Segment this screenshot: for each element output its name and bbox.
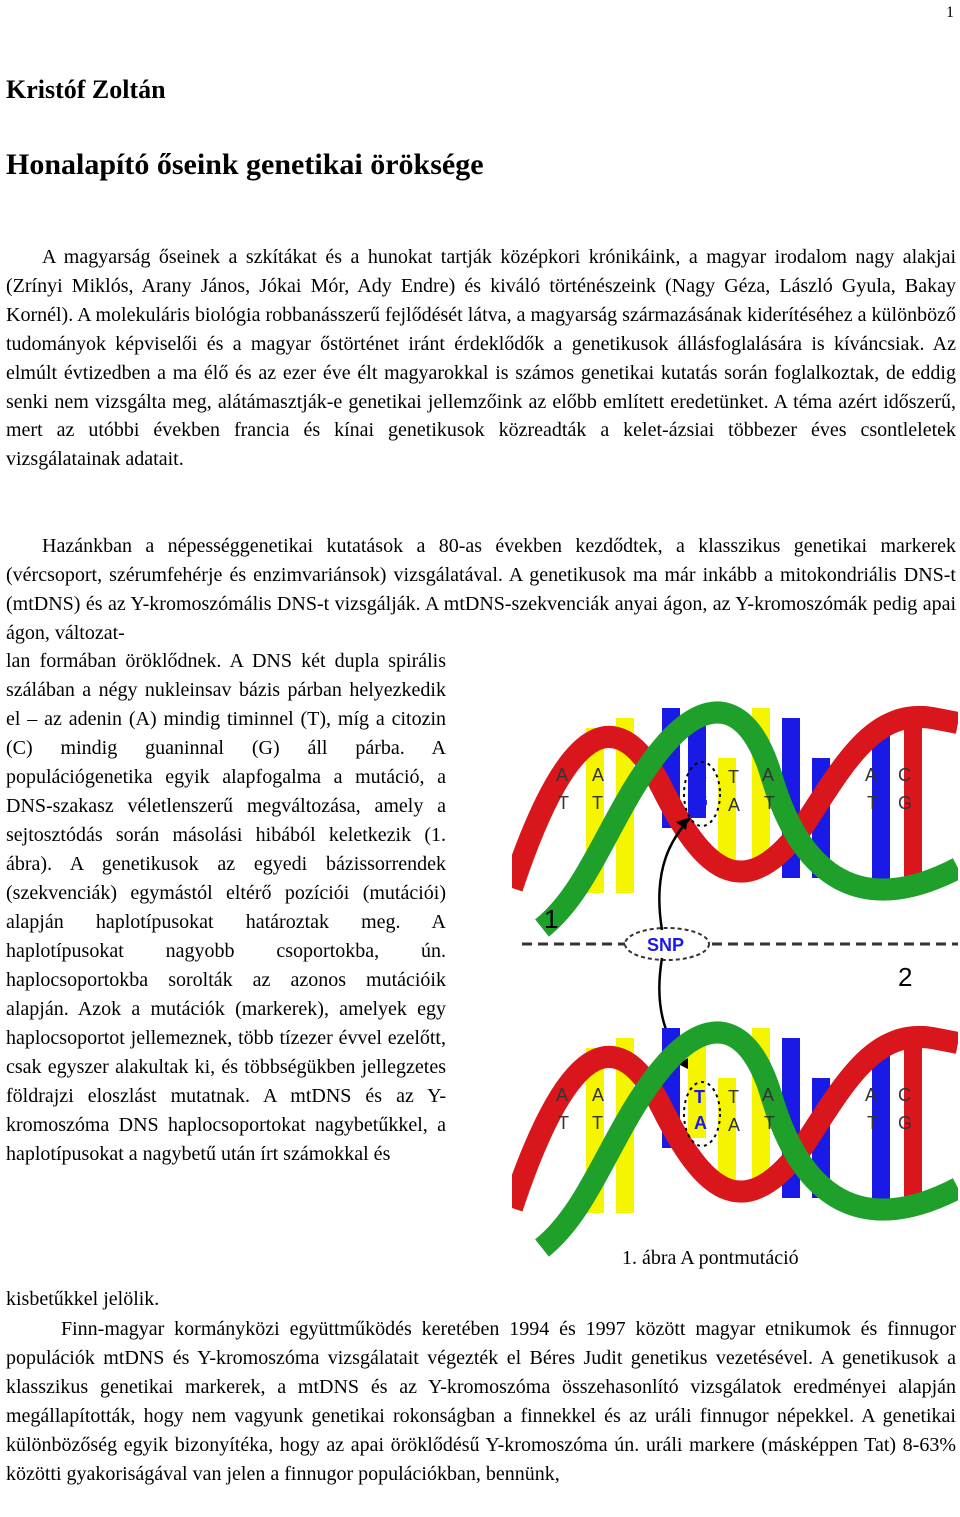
base-letter: A <box>728 1115 741 1135</box>
base-letter: G <box>694 791 709 811</box>
paragraph-2 <box>6 532 956 648</box>
helix-1-label: 1 <box>544 904 559 934</box>
base-letter: A <box>865 1085 878 1105</box>
base-letter: A <box>556 1085 569 1105</box>
base-letter: T <box>558 793 569 813</box>
paragraph-2-wrapped <box>6 647 446 1169</box>
paragraph-3 <box>6 1315 956 1488</box>
base-letter: G <box>898 793 913 813</box>
article-title: Honalapító őseink genetikai öröksége <box>6 148 484 181</box>
base-letter: T <box>592 793 603 813</box>
helix-2-label: 2 <box>898 962 913 992</box>
base-letter: A <box>556 765 569 785</box>
base-letter: A <box>762 765 775 785</box>
base-letter: T <box>867 1113 878 1133</box>
top-helix <box>512 708 958 928</box>
base-letter: T <box>764 793 775 813</box>
base-letter: A <box>592 1085 605 1105</box>
snp-label: SNP <box>647 935 685 955</box>
dna-helix-illustration <box>512 688 958 1288</box>
paragraph-1 <box>6 243 956 474</box>
base-letter: G <box>898 1113 913 1133</box>
figure-caption: 1. ábra A pontmutáció <box>622 1247 799 1269</box>
dna-figure <box>512 688 958 1288</box>
base-letter: A <box>592 765 605 785</box>
bottom-helix <box>512 1028 958 1248</box>
base-letter: T <box>558 1113 569 1133</box>
base-letter: T <box>764 1113 775 1133</box>
base-letter: A <box>728 795 741 815</box>
base-letter: T <box>694 1087 705 1107</box>
base-letter: C <box>694 765 707 785</box>
base-letter: A <box>762 1085 775 1105</box>
paragraph-2-wrapped-text: lan formában öröklődnek. A DNS két dupla spirális szálában a négy nukleinsav bázis párban helyezkedik el – az adenin (A) mindig timinnel (T), míg a citozin (C) mindig guaninnal (G) áll párba. A populációgenetika egyik alapfogalma a mutáció, a DNS-szakasz véletlenszerű megváltozása, amely a sejtosztódás során másolási hibából keletkezik (1. ábra). A genetikusok az egyedi bázissorrendek (szekvenciák) egymástól eltérő pozíciói (mutációi) alapján haplotípusokat határoztak meg. A haplotípusokat nagyobb csoportokba, ún. haplocsoportokba sorolták az azonos mutációik alapján. Azok a mutációk (markerek), amelyek egy haplocsoportot jellemeznek, több tízezer évvel ezelőtt, csak egyszer alakultak ki, és többségükben jellegzetes földrajzi eloszlást mutatnak. A mtDNS és az Y-kromoszóma DNS haplocsoportokat nagybetűkkel, a haplotípusokat a nagybetű után írt számokkal és <box>6 650 446 1165</box>
base-letter: T <box>728 767 739 787</box>
base-letter: A <box>694 1113 707 1133</box>
base-letter: C <box>898 765 911 785</box>
author-name: Kristóf Zoltán <box>6 75 166 104</box>
base-letter: T <box>867 793 878 813</box>
base-letter: C <box>898 1085 911 1105</box>
paragraph-2-text: Hazánkban a népességgenetikai kutatások a 80-as években kezdődtek, a klasszikus genetikai markerek (vércsoport, szérumfehérje és enzimvariánsok) vizsgálatával. A genetikusok ma már inkább a mitokondriális DNS-t (mtDNS) és az Y-kromoszómális DNS-t vizsgálják. A mtDNS-szekvenciák anyai ágon, az Y-kromoszómák pedig apai ágon, változat- <box>6 535 956 644</box>
base-letter: T <box>728 1087 739 1107</box>
paragraph-1-text: A magyarság őseinek a szkítákat és a hunokat tartják középkori krónikáink, a magyar irodalom nagy alakjai (Zrínyi Miklós, Arany János, Jókai Mór, Ady Endre) és kiváló történészeink (Nagy Géza, László Gyula, Bakay Kornél). A molekuláris biológia robbanásszerű fejlődését látva, a magyarság származásának kiderítéséhez a különböző tudományok képviselői és a magyar őstörténet iránt érdeklődők a genetikusok állásfoglalására is kíváncsiak. Az elmúlt évtizedben a ma élő és az ezer éve élt magyarokkal is számos genetikai kutatás során foglalkoztak, de eddig senki nem vizsgálta meg, alátámasztják-e genetikai jellemzőink az előbb említett eredetünket. A téma azért időszerű, mert az utóbbi években francia és kínai genetikusok közreadták a kelet-ázsiai többezer éves csontleletek vizsgálatainak adatait. <box>6 246 956 471</box>
base-letter: A <box>865 765 878 785</box>
paragraph-3-text: Finn-magyar kormányközi együttműködés keretében 1994 és 1997 között magyar etnikumok és finnugor populációk mtDNS és Y-kromoszóma vizsgálatait végezték el Béres Judit genetikus vezetésével. A genetikusok a klasszikus genetikai markerek, a mtDNS és az Y-kromoszóma összehasonlító vizsgálatok eredményei alapján megállapították, hogy nem vagyunk genetikai rokonságban a finnekkel és az uráli finnugor népekkel. A genetikai különbözőség egyik bizonyítéka, hogy az apai öröklődésű Y-kromoszóma ún. uráli markere (másképpen Tat) 8-63% közötti gyakoriságával van jelen a finnugor populációkban, bennünk, <box>6 1318 956 1485</box>
paragraph-2-end: kisbetűkkel jelölik. <box>6 1288 160 1310</box>
page-number: 1 <box>946 4 954 21</box>
base-letter: T <box>592 1113 603 1133</box>
